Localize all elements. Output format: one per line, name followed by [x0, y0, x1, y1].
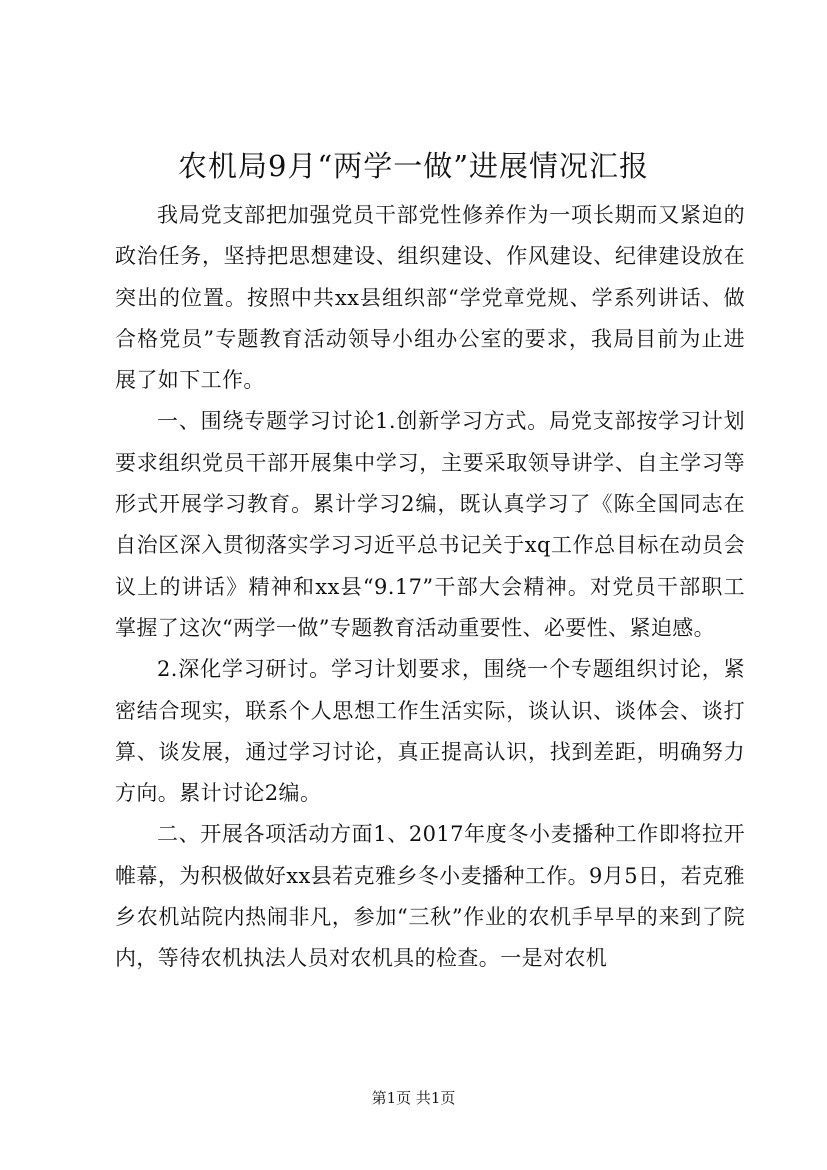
- paragraph-study-discussion: 一、围绕专题学习讨论1.创新学习方式。局党支部按学习计划要求组织党员干部开展集中学习，主要采取领导讲学、自主学习等形式开展学习教育。累计学习2编，既认真学习了《陈全国同志在自治区深入贯彻落实学习习近平总书记关于xq工作总目标在动员会议上的讲话》精神和xx县“9.17”干部大会精神。对党员干部职工掌握了这次“两学一做”专题教育活动重要性、必要性、紧迫感。: [115, 409, 745, 640]
- paragraph-deepen-study: 2.深化学习研讨。学习计划要求，围绕一个专题组织讨论，紧密结合现实，联系个人思想工作生活实际，谈认识、谈体会、谈打算、谈发展，通过学习讨论，真正提高认识，找到差距，明确努力方向。累计讨论2编。: [115, 657, 745, 806]
- document-title: 农机局9月“两学一做”进展情况汇报: [177, 149, 650, 183]
- paragraph-activities: 二、开展各项活动方面1、2017年度冬小麦播种工作即将拉开帷幕，为积极做好xx县若克雅乡冬小麦播种工作。9月5日，若克雅乡农机站院内热闹非凡，参加“三秋”作业的农机手早早的来到了院内，等待农机执法人员对农机具的检查。一是对农机: [115, 822, 745, 971]
- document-body: [115, 195, 745, 980]
- page-footer: 第1页 共1页: [371, 1089, 456, 1107]
- paragraph-intro: 我局党支部把加强党员干部党性修养作为一项长期而又紧迫的政治任务，坚持把思想建设、组织建设、作风建设、纪律建设放在突出的位置。按照中共xx县组织部“学党章党规、学系列讲话、做合格党员”专题教育活动领导小组办公室的要求，我局目前为止进展了如下工作。: [115, 203, 745, 393]
